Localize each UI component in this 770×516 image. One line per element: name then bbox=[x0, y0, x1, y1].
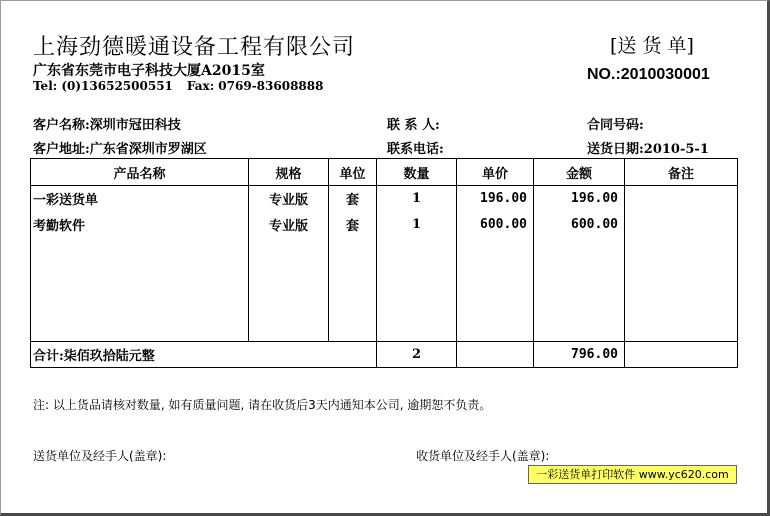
document-number: NO.:2010030001 bbox=[587, 66, 710, 83]
cell-qty: 1 bbox=[377, 186, 457, 212]
header-remark: 备注 bbox=[625, 159, 738, 186]
contact-phone: 联系电话: bbox=[387, 142, 444, 157]
company-fax: Fax: 0769-83608888 bbox=[186, 79, 324, 93]
customer-name: 客户名称:深圳市冠田科技 bbox=[33, 118, 181, 133]
company-address: 广东省东莞市电子科技大厦A2015室 bbox=[33, 63, 265, 79]
cell-amount: 600.00 bbox=[534, 212, 625, 238]
contract-number: 合同号码: bbox=[587, 118, 644, 133]
table-total-row bbox=[31, 342, 738, 368]
customer-address: 客户地址:广东省深圳市罗湖区 bbox=[33, 142, 207, 157]
total-amount: 796.00 bbox=[534, 342, 625, 368]
cell-remark bbox=[625, 186, 738, 212]
header-amount: 金额 bbox=[534, 159, 625, 186]
delivery-date: 送货日期:2010-5-1 bbox=[587, 142, 709, 157]
header-product: 产品名称 bbox=[31, 159, 249, 186]
cell-spec: 专业版 bbox=[249, 212, 329, 238]
cell-product: 考勤软件 bbox=[31, 212, 249, 238]
cell-amount: 196.00 bbox=[534, 186, 625, 212]
receiver-signature: 收货单位及经手人(盖章): bbox=[416, 449, 550, 463]
table-row bbox=[31, 186, 738, 212]
contact-person: 联 系 人: bbox=[387, 118, 440, 133]
table-row bbox=[31, 212, 738, 238]
cell-spec: 专业版 bbox=[249, 186, 329, 212]
cell-price: 196.00 bbox=[457, 186, 534, 212]
items-table bbox=[30, 158, 738, 368]
cell-qty: 1 bbox=[377, 212, 457, 238]
cell-unit: 套 bbox=[329, 186, 377, 212]
software-badge[interactable]: 一彩送货单打印软件 www.yc620.com bbox=[528, 465, 737, 484]
company-name: 上海劲德暖通设备工程有限公司 bbox=[33, 35, 356, 60]
document-title: [送 货 单] bbox=[610, 35, 694, 57]
sender-signature: 送货单位及经手人(盖章): bbox=[33, 449, 167, 463]
company-tel: Tel: (0)13652500551 bbox=[33, 79, 173, 93]
header-price: 单价 bbox=[457, 159, 534, 186]
total-label: 合计:柒佰玖拾陆元整 bbox=[31, 342, 377, 368]
cell-remark bbox=[625, 212, 738, 238]
cell-price: 600.00 bbox=[457, 212, 534, 238]
table-header-row bbox=[31, 159, 738, 186]
company-contact bbox=[33, 79, 323, 93]
header-spec: 规格 bbox=[249, 159, 329, 186]
total-qty: 2 bbox=[377, 342, 457, 368]
cell-unit: 套 bbox=[329, 212, 377, 238]
footer-note: 注: 以上货品请核对数量, 如有质量问题, 请在收货后3天内通知本公司, 逾期恕不负责。 bbox=[33, 398, 492, 412]
header-unit: 单位 bbox=[329, 159, 377, 186]
table-filler-row bbox=[31, 238, 738, 342]
header-qty: 数量 bbox=[377, 159, 457, 186]
total-remark-empty bbox=[625, 342, 738, 368]
total-price-empty bbox=[457, 342, 534, 368]
cell-product: 一彩送货单 bbox=[31, 186, 249, 212]
